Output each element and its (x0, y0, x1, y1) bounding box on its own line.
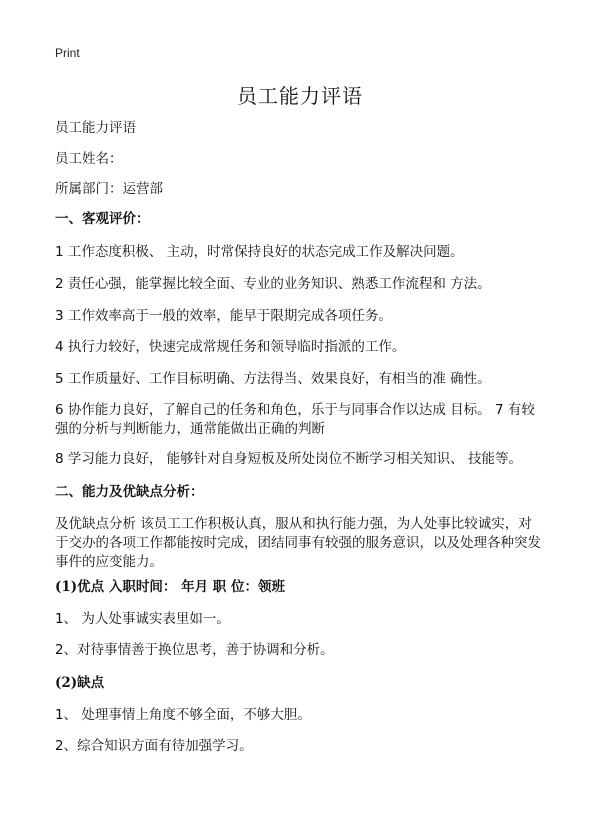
list-item: 2 责任心强，能掌握比较全面、专业的业务知识、熟悉工作流程和 方法。 (55, 276, 491, 292)
list-item: 2、综合知识方面有待加强学习。 (55, 738, 253, 754)
list-item: 1、 为人处事诚实表里如一。 (55, 611, 230, 627)
weaknesses-heading: (2)缺点 (55, 675, 105, 691)
list-item: 1、 处理事情上角度不够全面，不够大胆。 (55, 707, 311, 723)
analysis-paragraph: 及优缺点分析 该员工工作积极认真，服从和执行能力强，为人处事比较诚实，对于交办的各项工作都能按时完成，团结同事有较强的服务意识，以及处理各种突发事件的应变能力。 (55, 516, 541, 570)
strengths-heading: (1)优点 入职时间： 年月 职 位：领班 (55, 579, 285, 595)
list-item: 5 工作质量好、工作目标明确、方法得当、效果良好，有相当的准 确性。 (55, 371, 491, 387)
list-item: 4 执行力较好，快速完成常规任务和领导临时指派的工作。 (55, 339, 406, 355)
document-subtitle: 员工能力评语 (55, 120, 136, 136)
list-item: 6 协作能力良好，了解自己的任务和角色，乐于与同事合作以达成 目标。 7 有较强的分析与判断能力，通常能做出正确的判断 (55, 402, 535, 437)
list-item: 2、对待事情善于换位思考，善于协调和分析。 (55, 642, 334, 658)
list-item: 8 学习能力良好， 能够针对自身短板及所处岗位不断学习相关知识、 技能等。 (55, 451, 522, 467)
list-item: 3 工作效率高于一般的效率，能早于限期完成各项任务。 (55, 308, 392, 324)
print-label: Print (55, 46, 80, 60)
employee-name-line: 员工姓名： (55, 151, 123, 167)
section-heading-objective: 一、客观评价： (55, 211, 150, 227)
section-heading-analysis: 二、能力及优缺点分析： (55, 484, 204, 500)
document-title: 员工能力评语 (237, 84, 363, 108)
list-item: 1 工作态度积极、 主动，时常保持良好的状态完成工作及解决问题。 (55, 244, 464, 260)
department-line: 所属部门：运营部 (55, 181, 163, 197)
